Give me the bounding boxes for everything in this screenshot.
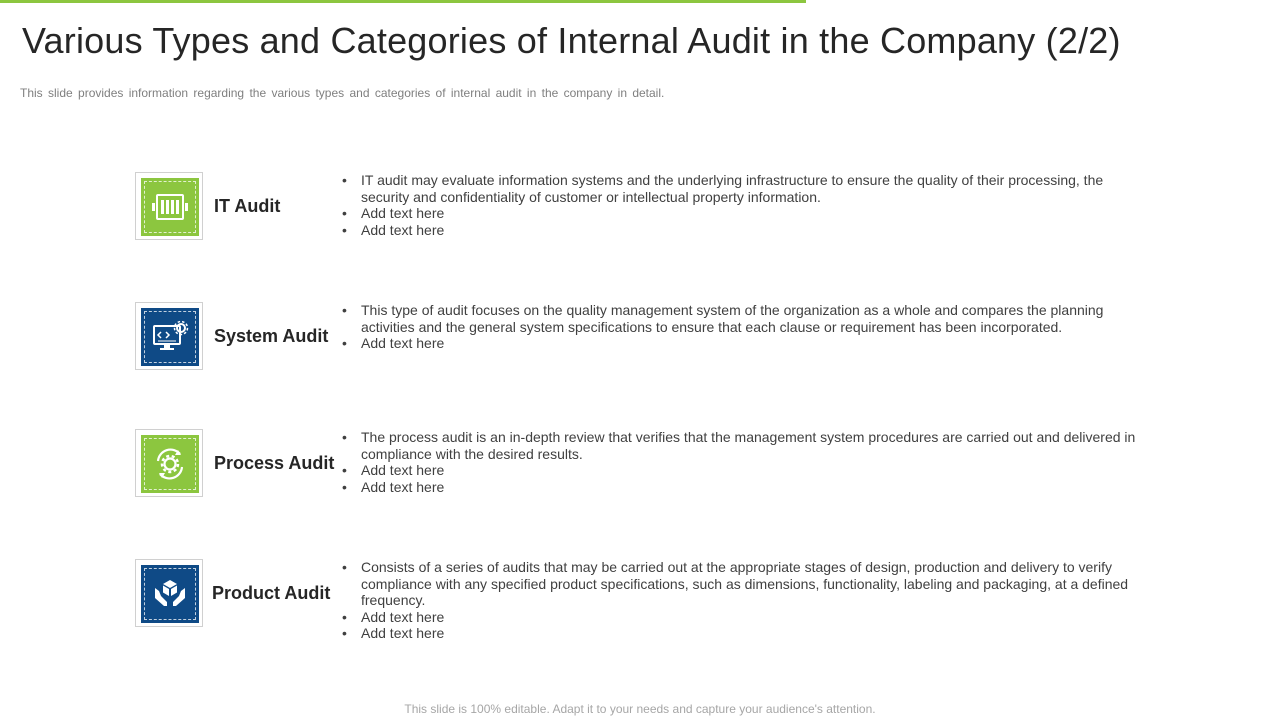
monitor-gear-icon: [141, 308, 199, 366]
top-accent-bar: [0, 0, 806, 3]
bullet-item: • Consists of a series of audits that may be carried out at the appropriate stages of design, production and delivery to verify compliance with any specified product specifications, such as dimensions, functionality, labeling and packaging, at a defined frequency.: [342, 559, 1142, 609]
server-icon: [141, 178, 199, 236]
bullet-item: • This type of audit focuses on the quality management system of the organization as a whole and compares the planning activities and the general system specifications to ensure that each clause or requirement has been incorporated.: [342, 302, 1142, 335]
bullet-item: • IT audit may evaluate information systems and the underlying infrastructure to ensure the quality of their processing, the security and confidentiality of customer or intellectual property information.: [342, 172, 1142, 205]
bullet-list: [342, 172, 1142, 238]
bullet-item: • Add text here: [342, 609, 1142, 626]
bullet-item: • Add text here: [342, 625, 1142, 642]
audit-label: Product Audit: [212, 583, 331, 603]
bullet-item: • Add text here: [342, 479, 1142, 496]
bullet-item: • Add text here: [342, 335, 1142, 352]
audit-label: System Audit: [214, 326, 329, 346]
bullet-item: • Add text here: [342, 205, 1142, 222]
gear-cycle-icon: [141, 435, 199, 493]
bullet-item: • Add text here: [342, 222, 1142, 239]
bullet-item: • Add text here: [342, 462, 1142, 479]
audit-label: IT Audit: [214, 196, 281, 216]
bullet-item: • The process audit is an in-depth review that verifies that the management system procedures are carried out and delivered in compliance with the desired results.: [342, 429, 1142, 462]
page-subtitle: This slide provides information regarding the various types and categories of internal audit in the company in detail.: [20, 86, 665, 100]
bullet-list: [342, 429, 1142, 495]
hands-box-icon: [141, 565, 199, 623]
bullet-list: [342, 559, 1142, 642]
footer-note: This slide is 100% editable. Adapt it to your needs and capture your audience's attention.: [404, 702, 876, 716]
icon-frame: [135, 172, 203, 240]
icon-frame: [135, 429, 203, 497]
icon-frame: [135, 302, 203, 370]
bullet-list: [342, 302, 1142, 352]
icon-frame: [135, 559, 203, 627]
audit-label: Process Audit: [214, 453, 335, 473]
page-title: Various Types and Categories of Internal Audit in the Company (2/2): [22, 20, 1121, 61]
